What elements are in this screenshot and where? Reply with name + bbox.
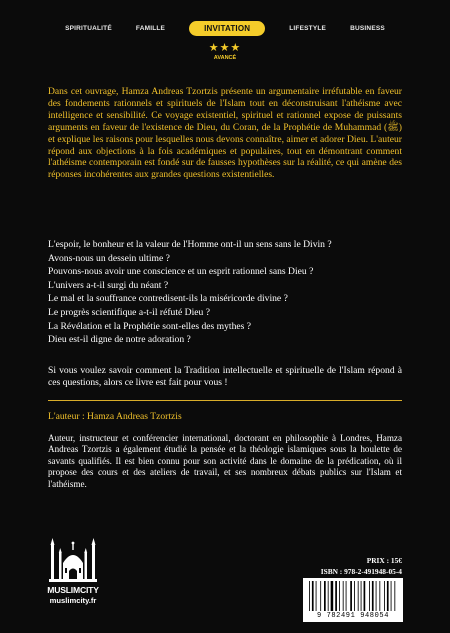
- level-stars-icon: ★★★: [208, 41, 242, 54]
- question-item: L'univers a-t-il surgi du néant ?: [48, 279, 169, 291]
- barcode-bar: [387, 581, 389, 611]
- barcode-bar: [350, 581, 352, 611]
- barcode-bar: [369, 581, 370, 611]
- barcode-bars: [303, 578, 403, 612]
- questions-list: [48, 238, 402, 347]
- barcode-bar: [391, 581, 392, 611]
- author-bio: Auteur, instructeur et conférencier international, doctorant en philosophie à Londres, Hamza Andreas Tzortzis a également étudié la pensée et la théologie islamiques sous la houlette de savants qualifiés. Il est bien connu pour son activité dans le domaine de la prédication, où il propose des cours et des ateliers de travail, et ses nombreux débats publics sur l'Islam et l'athéisme.: [48, 433, 402, 489]
- barcode-bar: [328, 581, 329, 611]
- barcode-bar: [384, 581, 385, 611]
- barcode-bar: [354, 581, 355, 611]
- barcode-bar: [316, 581, 317, 611]
- publisher-logo: [38, 535, 108, 610]
- barcode-bar: [335, 581, 337, 611]
- barcode-bar: [331, 581, 334, 611]
- price-label: PRIX : 15€: [366, 556, 402, 565]
- barcode-bar: [372, 581, 374, 611]
- barcode-bar: [320, 581, 321, 611]
- barcode-bar: [312, 581, 314, 611]
- barcode-bar: [361, 581, 362, 611]
- barcode-bar: [358, 581, 359, 611]
- barcode-bar: [394, 581, 395, 611]
- nav-item-invitation-active: INVITATION: [189, 21, 265, 36]
- barcode-bar: [343, 581, 344, 611]
- question-item: La Révélation et la Prophétie sont-elles des mythes ?: [48, 320, 252, 332]
- barcode-bar: [309, 581, 310, 611]
- barcode-digits: 9 782491 948054: [303, 612, 403, 620]
- category-nav: [0, 18, 450, 38]
- question-item: Pouvons-nous avoir une conscience et un esprit rationnel sans Dieu ?: [48, 266, 314, 278]
- question-item: L'espoir, le bonheur et la valeur de l'Homme ont-il un sens sans le Divin ?: [48, 239, 332, 250]
- call-to-action: Si vous voulez savoir comment la Tradition intellectuelle et spirituelle de l'Islam répond à ces questions, alors ce livre est fait pour vous !: [48, 365, 402, 388]
- nav-item-lifestyle: LIFESTYLE: [289, 24, 327, 32]
- question-item: Le mal et la souffrance contredisent-ils la miséricorde divine ?: [48, 293, 288, 305]
- question-item: Avons-nous un dessein ultime ?: [48, 252, 170, 264]
- mosque-icon: [48, 535, 98, 583]
- intro-paragraph: Dans cet ouvrage, Hamza Andreas Tzortzis présente un argumentaire irréfutable en faveur des fondements rationnels et spirituels de l'Islam tout en déconstruisant l'athéisme avec intelligence et sensibilité. Ce voyage existentiel, spirituel et rationnel expose de puissants arguments en faveur de l'existence de Dieu, du Coran, de la Prophétie de Muhammad (ﷺ) et explique les raisons pour lesquelles nous devons connaître, aimer et adorer Dieu. L'auteur répond aux objections à la fois académiques et populaires, tout en démontrant comment l'athéisme contemporain est fondé sur de fausses hypothèses sur la réalité, ce qui amène des réponses incohérentes aux grandes questions existentielles.: [48, 86, 402, 181]
- barcode-bar: [339, 581, 340, 611]
- barcode-bar: [364, 581, 366, 611]
- question-item: Le progrès scientifique a-t-il réfuté Dieu ?: [48, 306, 210, 318]
- level-label: AVANCÉ: [213, 55, 237, 61]
- author-heading: L'auteur : Hamza Andreas Tzortzis: [48, 411, 182, 422]
- isbn-label: ISBN : 978-2-491948-05-4: [320, 567, 402, 576]
- nav-item-famille: FAMILLE: [135, 24, 166, 32]
- nav-item-spiritualite: SPIRITUALITÉ: [65, 24, 112, 32]
- barcode-bar: [376, 581, 377, 611]
- barcode: [303, 578, 403, 622]
- section-divider: [48, 400, 402, 401]
- publisher-name: MUSLIMCITY: [47, 585, 99, 595]
- publisher-url: muslimcity.fr: [49, 596, 97, 605]
- question-item: Dieu est-il digne de notre adoration ?: [48, 334, 191, 346]
- barcode-bar: [324, 581, 326, 611]
- nav-item-business: BUSINESS: [350, 24, 385, 32]
- barcode-bar: [379, 581, 380, 611]
- barcode-bar: [346, 581, 347, 611]
